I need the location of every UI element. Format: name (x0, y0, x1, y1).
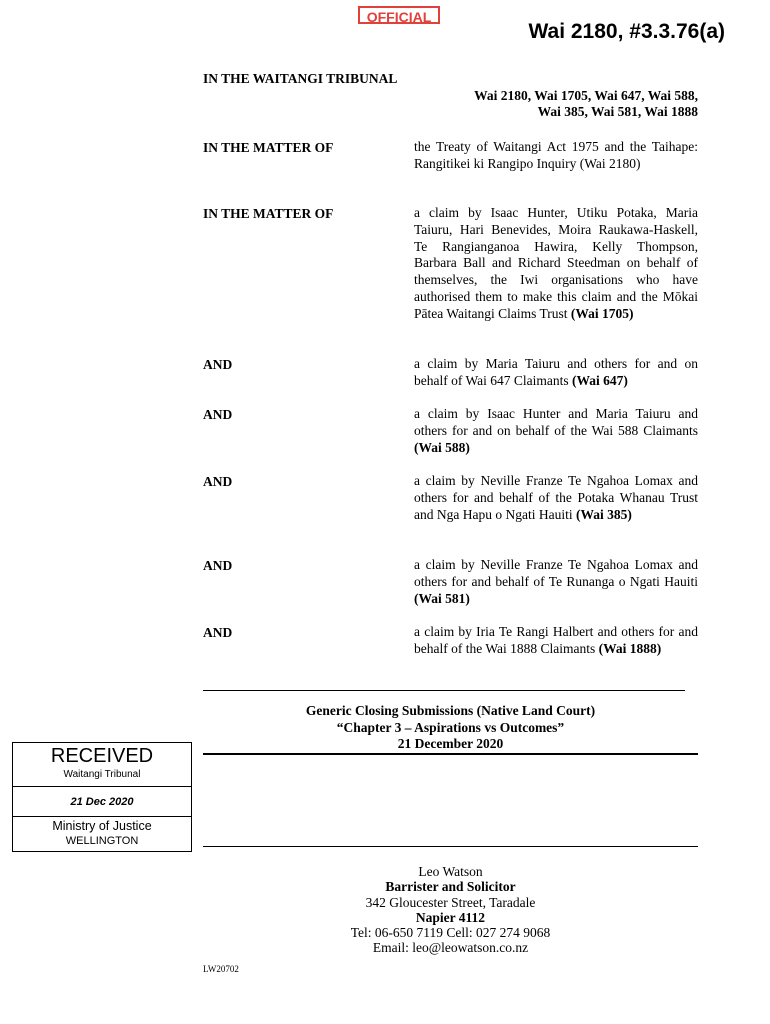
matter-body: a claim by Maria Taiuru and others for and on behalf of Wai 647 Claimants (414, 356, 698, 388)
matter-label: IN THE MATTER OF (203, 140, 334, 155)
stamp-city: WELLINGTON (65, 835, 139, 847)
stamp-received-label: RECEIVED (50, 745, 154, 767)
received-stamp (12, 742, 192, 852)
matter-text (414, 557, 698, 607)
matter-label: AND (203, 407, 233, 422)
stamp-ministry-section (13, 817, 191, 849)
matter-body: a claim by Isaac Hunter and Maria Taiuru and others for and on behalf of the Wai 588 Claimants (414, 406, 698, 438)
contact-phone: Tel: 06-650 7119 Cell: 027 274 9068 (350, 925, 551, 941)
matter-text (414, 624, 698, 658)
matter-text (414, 406, 698, 456)
matter-label: IN THE MATTER OF (203, 206, 334, 221)
submission-title-line2: “Chapter 3 – Aspirations vs Outcomes” (336, 719, 565, 735)
wai-numbers-line1: Wai 2180, Wai 1705, Wai 647, Wai 588, (474, 88, 698, 103)
contact-email: Email: leo@leowatson.co.nz (372, 940, 529, 956)
contact-block (203, 864, 698, 956)
matter-text (414, 139, 698, 173)
divider (203, 753, 698, 755)
matter-wai-ref: (Wai 1705) (570, 305, 634, 321)
stamp-received-section (13, 743, 191, 787)
matter-wai-ref: (Wai 385) (575, 506, 632, 522)
matter-wai-ref: (Wai 1888) (598, 640, 662, 656)
matter-wai-ref: (Wai 581) (414, 590, 470, 606)
wai-numbers-line2: Wai 385, Wai 581, Wai 1888 (537, 104, 698, 119)
matter-body: the Treaty of Waitangi Act 1975 and the Taihape: Rangitikei ki Rangipo Inquiry (Wai 2180) (414, 139, 698, 171)
matter-text (414, 473, 698, 523)
matter-body: a claim by Iria Te Rangi Halbert and others for and behalf of the Wai 1888 Claimants (414, 624, 698, 656)
matter-wai-ref: (Wai 588) (414, 439, 470, 455)
matter-body: a claim by Neville Franze Te Ngahoa Lomax and others for and behalf of Te Runanga o Ngati Hauiti (414, 557, 698, 589)
stamp-tribunal: Waitangi Tribunal (63, 769, 141, 780)
matter-label: AND (203, 357, 233, 372)
document-reference: Wai 2180, #3.3.76(a) (528, 20, 725, 43)
matter-wai-ref: (Wai 647) (572, 372, 628, 388)
matter-label: AND (203, 474, 233, 489)
official-label: OFFICIAL (358, 6, 440, 24)
tribunal-heading: IN THE WAITANGI TRIBUNAL (203, 71, 398, 86)
footer-code: LW20702 (203, 964, 239, 974)
divider (203, 690, 685, 691)
stamp-date: 21 Dec 2020 (13, 787, 191, 817)
matter-text (414, 356, 698, 390)
stamp-ministry: Ministry of Justice (52, 819, 152, 833)
contact-name: Leo Watson (418, 864, 483, 879)
matter-body: a claim by Neville Franze Te Ngahoa Lomax and others for and behalf of the Potaka Whanau Trust and Nga Hapu o Ngati Hauiti (414, 473, 698, 522)
matter-body: a claim by Isaac Hunter, Utiku Potaka, Maria Taiuru, Hari Benevides, Moira Raukawa-Haskell, Te Rangianganoa Hawira, Kelly Thompson, Barbara Ball and Richard Steedman on behalf of themselves, the Iwi organisations who have authorised them to make this claim and the Mōkai Pātea Waitangi Claims Trust (414, 205, 698, 321)
matter-label: AND (203, 625, 233, 640)
contact-city: Napier 4112 (415, 909, 486, 925)
matter-label: AND (203, 558, 233, 573)
contact-role: Barrister and Solicitor (385, 879, 516, 895)
submission-date: 21 December 2020 (397, 736, 504, 751)
submission-title-line1: Generic Closing Submissions (Native Land Court) (305, 703, 596, 718)
submission-title (203, 703, 698, 753)
matter-text (414, 205, 698, 323)
contact-street: 342 Gloucester Street, Taradale (365, 894, 536, 910)
wai-numbers (380, 88, 698, 120)
divider (203, 846, 698, 847)
